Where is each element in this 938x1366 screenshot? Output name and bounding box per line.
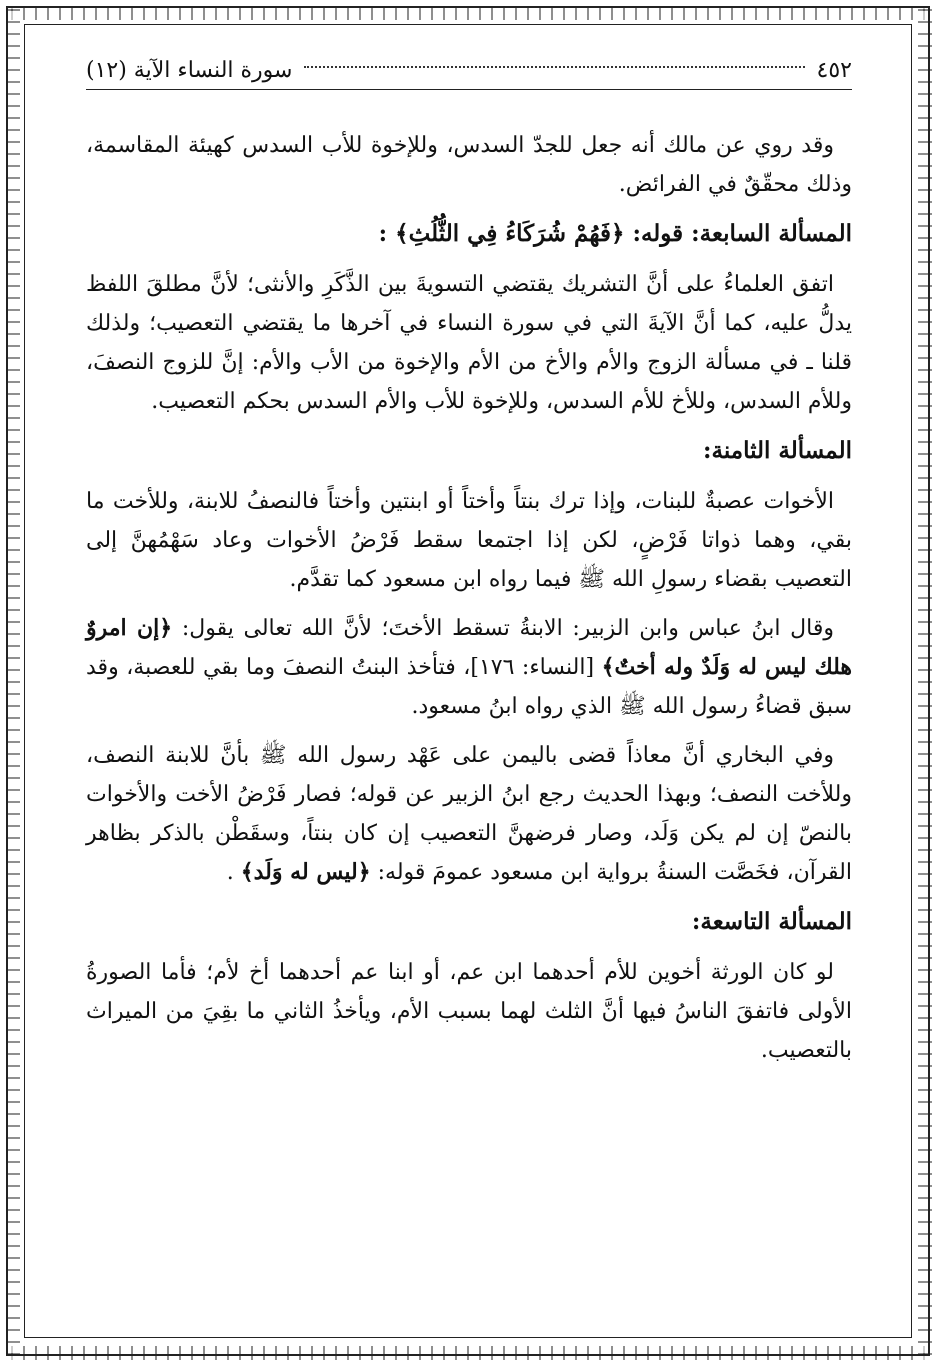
heading-label: المسألة السابعة: قوله: xyxy=(632,220,852,247)
paragraph-5-end: . xyxy=(226,860,234,885)
leader-dots xyxy=(304,66,804,68)
paragraph-4 xyxy=(86,609,852,726)
section-heading-9: المسألة التاسعة: xyxy=(691,908,852,935)
page-content xyxy=(86,58,852,1080)
paragraph-4-text-b: [النساء: ١٧٦]، فتأخذ البنتُ النصفَ وما بقي للعصبة، وقد سبق قضاءُ رسول الله ﷺ الذي رواه ابنُ مسعود. xyxy=(86,655,852,719)
quranic-quote: ﴿ليس له وَلَد﴾ xyxy=(240,859,371,885)
paragraph-5-text-a: وفي البخاري أنَّ معاذاً قضى باليمن على عَهْد رسول الله ﷺ بأنَّ للابنة النصف، وللأخت النصف؛ وبهذا الحديث رجع ابنُ الزبير عن قوله؛ فصار فَرْضُ الأخت والأخوات بالنصّ إن لم يكن وَلَد، وصار فرضهنَّ التعصيب إن كان بنتاً، وسقَطْن بالذكر بظاهر القرآن، فخَصَّت السنةُ برواية ابن مسعود عمومَ قوله: xyxy=(86,743,852,885)
quranic-quote: ﴿إن امروٌ هلك ليس له وَلَدٌ وله أختٌ﴾ xyxy=(86,615,853,680)
quranic-quote: ﴿فَهُمْ شُرَكَاءُ فِي الثُّلُثِ﴾ xyxy=(395,220,625,247)
paragraph-6: لو كان الورثة أخوين للأم أحدهما ابن عم، أو ابنا عم أحدهما أخ لأم؛ فأما الصورةُ الأولى فاتفقَ الناسُ فيها أنَّ الثلث لهما بسبب الأم، ويأخذُ الثاني ما بقِيَ من الميراث بالتعصيب. xyxy=(86,960,852,1063)
page-number: ٤٥٢ xyxy=(816,58,852,83)
paragraph-4-text-a: وقال ابنُ عباس وابن الزبير: الابنةُ تسقط الأختَ؛ لأنَّ الله تعالى يقول: xyxy=(181,616,835,641)
section-heading-7 xyxy=(86,214,852,253)
running-title: سورة النساء الآية (١٢) xyxy=(86,58,293,83)
heading-colon: : xyxy=(378,220,388,247)
paragraph-2: اتفق العلماءُ على أنَّ التشريك يقتضي التسويةَ بين الذَّكَرِ والأنثى؛ لأنَّ مطلقَ اللفظ يدلُّ عليه، كما أنَّ الآيةَ التي في سورة النساء في آخرها ما يقتضي التعصيب؛ ولذلك قلنا ـ في مسألة الزوج والأم والأخ من الأم والإخوة من الأب والأم: إنَّ للزوج النصفَ، وللأم السدس، وللأخ للأم السدس، وللإخوة للأب والأم السدس بحكم التعصيب. xyxy=(86,272,852,414)
paragraph-3: الأخوات عصبةٌ للبنات، وإذا ترك بنتاً وأختاً أو ابنتين وأختاً فالنصفُ للابنة، وللأخت ما بقي، وهما ذواتا فَرْضٍ، لكن إذا اجتمعا سقط فَرْضُ الأخوات وعاد سَهْمُهنَّ إلى التعصيب بقضاء رسولِ الله ﷺ فيما رواه ابن مسعود كما تقدَّم. xyxy=(86,489,852,592)
section-heading-8: المسألة الثامنة: xyxy=(703,437,852,464)
paragraph-5 xyxy=(86,736,852,892)
running-header xyxy=(86,58,852,90)
paragraph-1: وقد روي عن مالك أنه جعل للجدّ السدس، وللإخوة للأب السدس كهيئة المقاسمة، وذلك محقّقٌ في الفرائض. xyxy=(86,133,852,197)
